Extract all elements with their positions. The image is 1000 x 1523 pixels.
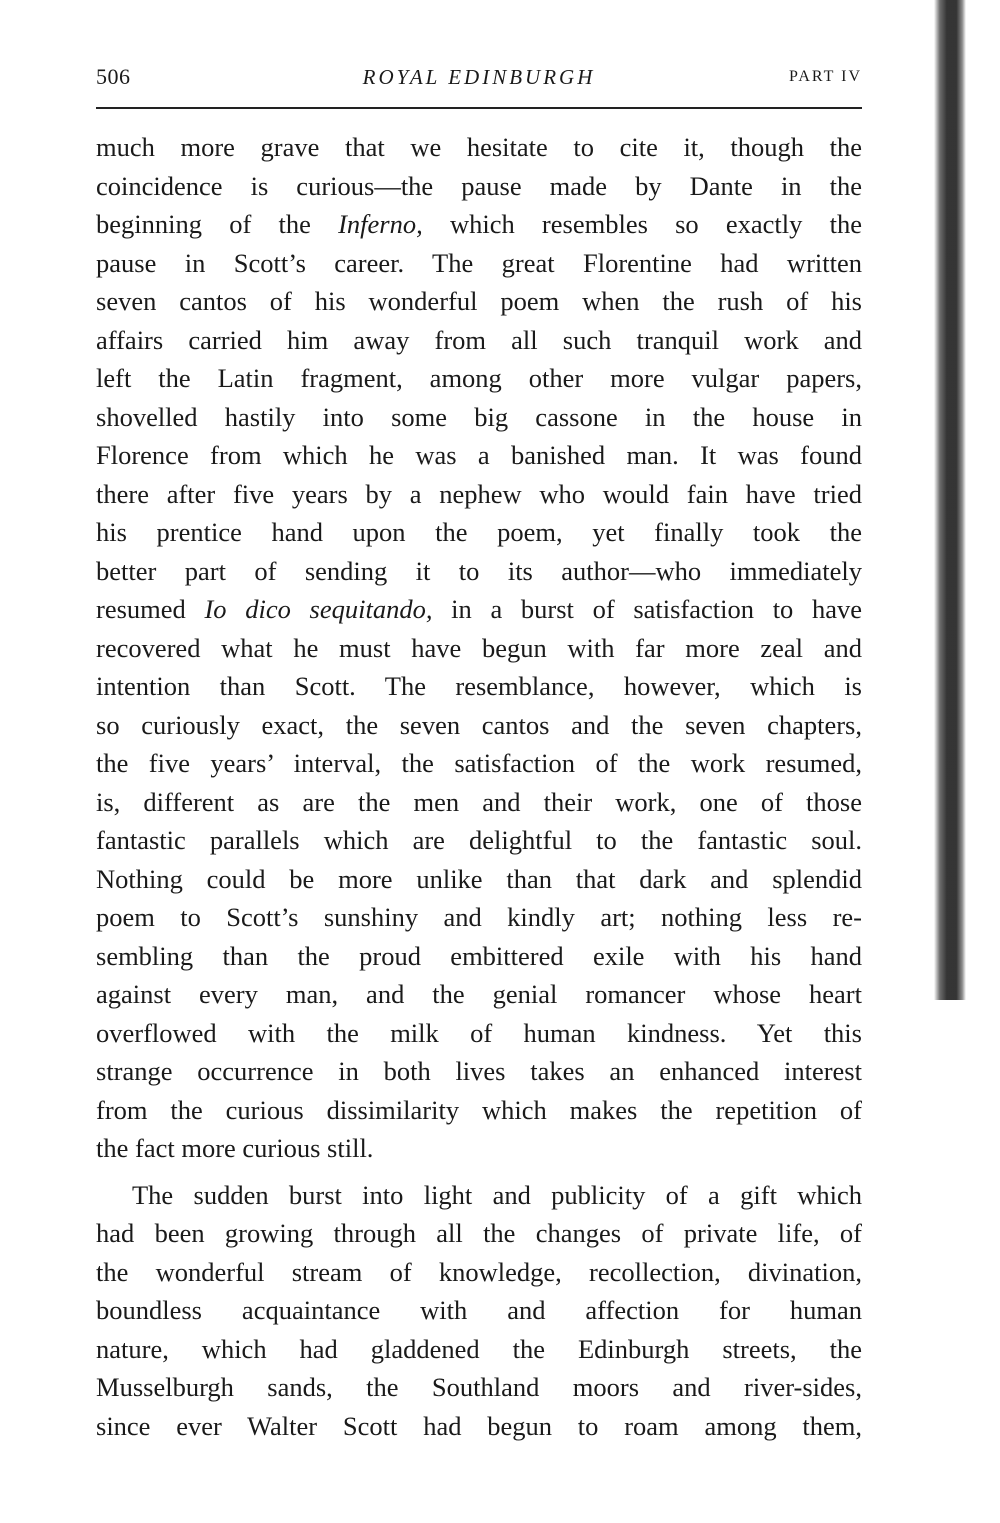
text-line: intention than Scott. The resemblance, however, which is (96, 671, 862, 701)
text-line: overflowed with the milk of human kindness. Yet this (96, 1017, 862, 1048)
italic-title: Inferno, (338, 209, 423, 239)
text-line: Musselburgh sands, the Southland moors and river-sides, (96, 1372, 862, 1402)
text-line: his prentice hand upon the poem, yet finally took the (96, 517, 862, 547)
body-text (96, 128, 862, 1445)
text-line: much more grave that we hesitate to cite it, though the (96, 132, 862, 162)
text-line: The sudden burst into light and publicity of a gift which (132, 1179, 862, 1210)
text-line: shovelled hastily into some big cassone in the house in (96, 401, 862, 432)
paragraph (96, 1176, 862, 1446)
text-line: affairs carried him away from all such tranquil work and (96, 324, 862, 355)
text-line: nature, which had gladdened the Edinburgh streets, the (96, 1333, 862, 1364)
text-line: since ever Walter Scott had begun to roam among them, (96, 1410, 862, 1441)
text-line: the five years’ interval, the satisfaction of the work resumed, (96, 748, 862, 778)
text-line: beginning of the Inferno, which resembles so exactly the (96, 209, 862, 239)
text-line: coincidence is curious—the pause made by Dante in the (96, 170, 862, 201)
book-page (96, 60, 862, 1445)
text-line: there after five years by a nephew who would fain have tried (96, 478, 862, 509)
text-line: Nothing could be more unlike than that dark and splendid (96, 863, 862, 894)
text-line: fantastic parallels which are delightful to the fantastic soul. (96, 825, 862, 855)
text-line: the fact more curious still. (96, 1133, 374, 1163)
text-line: so curiously exact, the seven cantos and the seven chapters, (96, 709, 862, 740)
italic-title: Io dico sequitando, (204, 594, 433, 624)
text-line: better part of sending it to its author—who immediately (96, 555, 862, 586)
text-line: had been growing through all the changes of private life, of (96, 1218, 862, 1248)
text-line: resumed Io dico sequitando, in a burst of satisfaction to have (96, 594, 863, 624)
text-line: Florence from which he was a banished man. It was found (96, 440, 862, 470)
paragraph (96, 128, 862, 1168)
text-line: is, different as are the men and their work, one of those (96, 786, 862, 817)
text-line: strange occurrence in both lives takes an enhanced interest (96, 1056, 862, 1086)
text-line: left the Latin fragment, among other more vulgar papers, (96, 363, 862, 393)
text-line: pause in Scott’s career. The great Florentine had written (96, 247, 862, 278)
text-line: sembling than the proud embittered exile with his hand (96, 940, 862, 971)
part-label: PART IV (788, 68, 862, 85)
header-rule (96, 107, 862, 109)
running-title: ROYAL EDINBURGH (362, 65, 596, 89)
text-line: against every man, and the genial romancer whose heart (96, 979, 862, 1009)
text-line: from the curious dissimilarity which makes the repetition of (96, 1094, 862, 1125)
text-line: the wonderful stream of knowledge, recollection, divination, (96, 1256, 862, 1287)
text-line: seven cantos of his wonderful poem when the rush of his (96, 286, 862, 316)
page-gutter-shadow (934, 0, 966, 1000)
text-line: recovered what he must have begun with far more zeal and (96, 632, 862, 663)
page-number: 506 (96, 64, 131, 89)
text-line: poem to Scott’s sunshiny and kindly art; nothing less re- (96, 902, 862, 932)
running-head (96, 60, 862, 94)
text-line: boundless acquaintance with and affection for human (96, 1295, 862, 1325)
